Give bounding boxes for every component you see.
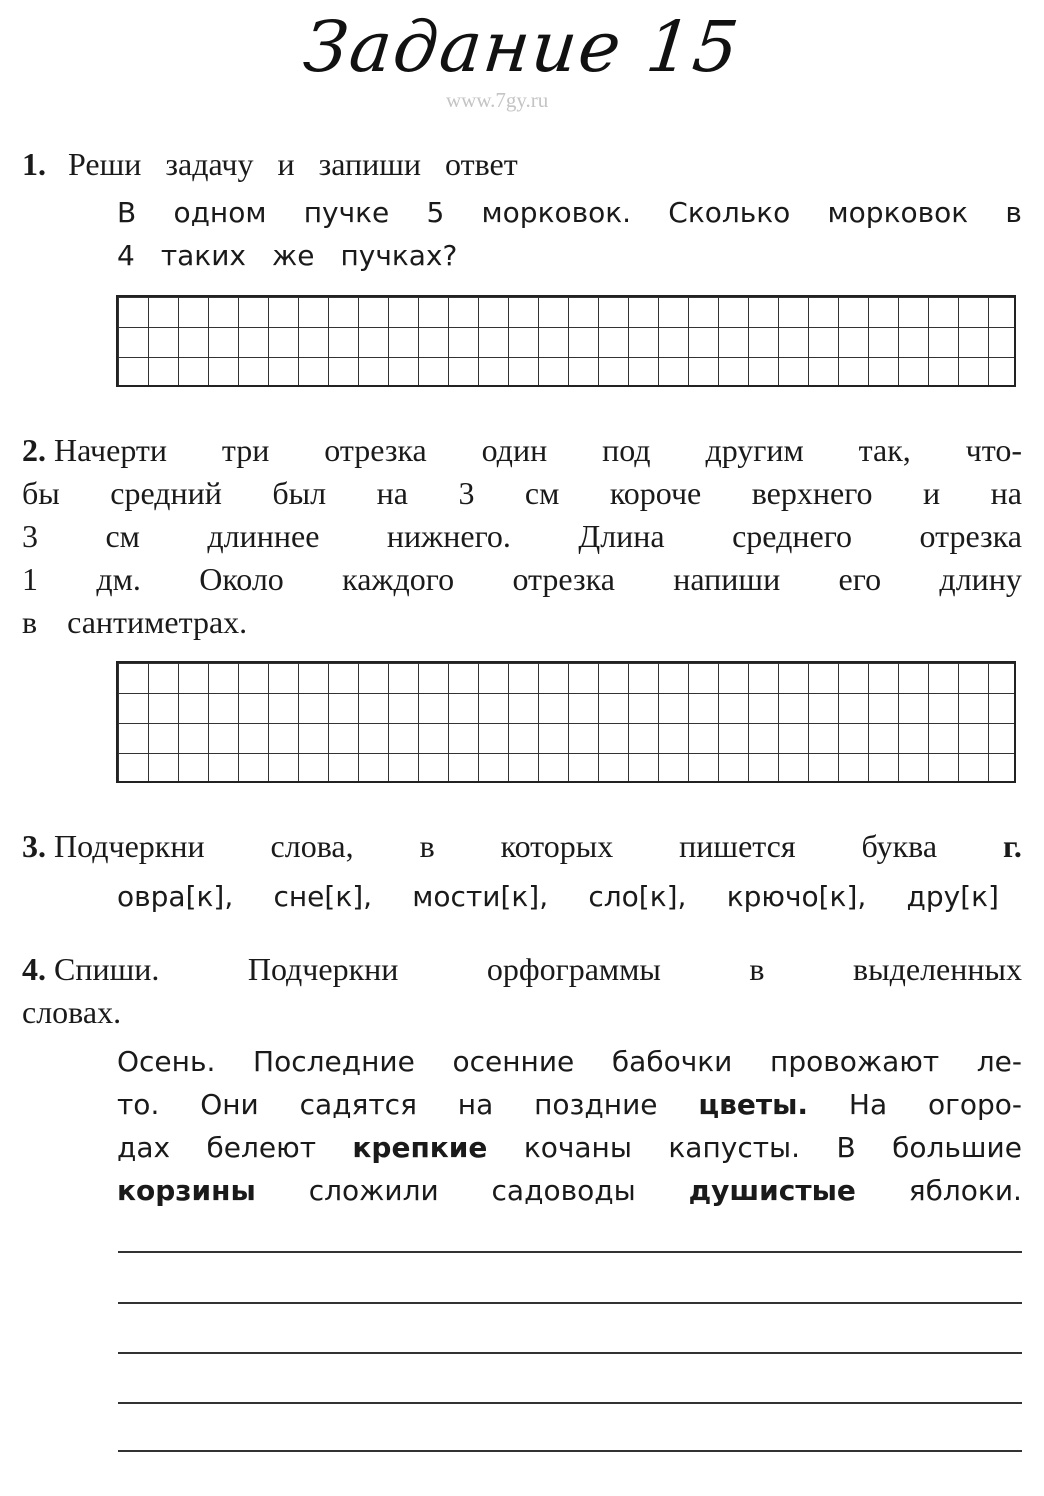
word: Подчеркни — [247, 951, 399, 987]
word: Реши — [68, 146, 142, 182]
text-line — [117, 1169, 1022, 1212]
task-2 — [22, 429, 1022, 644]
word: дах — [117, 1131, 171, 1164]
word: напиши — [673, 561, 781, 597]
text-line — [22, 472, 1022, 515]
word: которых — [500, 828, 614, 864]
page-title: Задание 15 — [299, 6, 744, 88]
word: задачу — [165, 146, 254, 182]
task-1 — [22, 143, 1022, 186]
task-3-heading — [22, 825, 1022, 868]
answer-grid-2[interactable] — [116, 661, 1016, 783]
word: пучках? — [340, 239, 458, 272]
bold-word: душистые — [688, 1174, 856, 1207]
task-number: 1. — [22, 146, 46, 182]
word: дм. — [96, 561, 141, 597]
word: Сколько — [668, 196, 791, 229]
word: отрезка — [324, 432, 427, 468]
word: бы — [22, 475, 60, 511]
text-line — [117, 234, 1022, 277]
word: на — [457, 1088, 494, 1121]
word: был — [272, 475, 327, 511]
word: длину — [939, 561, 1022, 597]
word: таких — [160, 239, 246, 272]
word: В — [117, 196, 137, 229]
word: короче — [609, 475, 702, 511]
task-3-words — [117, 875, 999, 918]
word: 5 — [426, 196, 445, 229]
word-option[interactable]: дру[к] — [906, 880, 999, 913]
word: в — [1005, 196, 1022, 229]
word: другим — [705, 432, 804, 468]
writing-line[interactable] — [118, 1302, 1022, 1304]
bold-word: корзины — [117, 1174, 256, 1207]
word: слова, — [270, 828, 354, 864]
word-option[interactable]: мости[к], — [412, 880, 549, 913]
text-line — [22, 515, 1022, 558]
word: яблоки. — [908, 1174, 1022, 1207]
word: сантиметрах. — [67, 604, 248, 640]
word: садятся — [299, 1088, 417, 1121]
word: так, — [858, 432, 911, 468]
text-line — [117, 1040, 1022, 1083]
word: словах. — [22, 994, 122, 1030]
word: один — [481, 432, 548, 468]
word: 1 — [22, 561, 38, 597]
word: в — [749, 951, 765, 987]
text-line — [22, 601, 1022, 644]
word: же — [271, 239, 315, 272]
word: Длина — [578, 518, 665, 554]
word: ответ — [445, 146, 518, 182]
word-option[interactable]: сне[к], — [273, 880, 373, 913]
watermark: www.7gy.ru — [446, 88, 549, 112]
word-option[interactable]: овра[к], — [117, 880, 234, 913]
word: то. — [117, 1088, 160, 1121]
word: бабочки — [611, 1045, 733, 1078]
word: Подчеркни — [54, 828, 205, 864]
word: нижнего. — [386, 518, 511, 554]
task-number: 3. — [22, 828, 46, 864]
text-line — [117, 191, 1022, 234]
word: выделенных — [852, 951, 1022, 987]
task-number: 2. — [22, 432, 46, 468]
bold-word: крепкие — [352, 1131, 488, 1164]
word: ле- — [976, 1045, 1022, 1078]
word: пучке — [303, 196, 390, 229]
word: в — [22, 604, 38, 640]
text-line — [22, 429, 1022, 472]
word: и — [277, 146, 295, 182]
word: буква — [861, 828, 938, 864]
word: каждого — [342, 561, 455, 597]
word: длиннее — [207, 518, 320, 554]
word: Осень. — [117, 1045, 216, 1078]
word-option[interactable]: крючо[к], — [726, 880, 867, 913]
word: одном — [173, 196, 267, 229]
word: осенние — [452, 1045, 575, 1078]
word: Начерти — [54, 432, 168, 468]
word: провожают — [770, 1045, 940, 1078]
letter-g: г. — [1003, 828, 1022, 864]
word: его — [838, 561, 882, 597]
word: капусты. — [668, 1131, 801, 1164]
word: три — [221, 432, 270, 468]
writing-line[interactable] — [118, 1352, 1022, 1354]
word: на — [376, 475, 408, 511]
word: Они — [200, 1088, 259, 1121]
task-1-text — [117, 191, 1022, 277]
task-number: 4. — [22, 951, 46, 987]
word-option[interactable]: сло[к], — [588, 880, 687, 913]
word: под — [602, 432, 651, 468]
task-4-heading-cont — [22, 991, 1022, 1034]
word: огоро- — [927, 1088, 1022, 1121]
text-line — [117, 1083, 1022, 1126]
word: поздние — [534, 1088, 658, 1121]
word: 3 — [458, 475, 475, 511]
word: На — [848, 1088, 888, 1121]
word: отрезка — [919, 518, 1022, 554]
text-line — [22, 558, 1022, 601]
word: Спиши. — [54, 951, 160, 987]
word: Последние — [253, 1045, 415, 1078]
bold-word: цветы. — [698, 1088, 809, 1121]
word: белеют — [206, 1131, 316, 1164]
writing-line[interactable] — [118, 1402, 1022, 1404]
word: см — [105, 518, 140, 554]
word: отрезка — [512, 561, 615, 597]
task-4-text — [117, 1040, 1022, 1212]
word: садоводы — [491, 1174, 636, 1207]
word: морковок — [827, 196, 969, 229]
word: верхнего — [751, 475, 873, 511]
word: орфограммы — [486, 951, 661, 987]
writing-line[interactable] — [118, 1251, 1022, 1253]
word: 3 — [22, 518, 38, 554]
word: В — [836, 1131, 856, 1164]
task-1-heading — [22, 143, 1022, 186]
word-list — [117, 875, 999, 918]
word: морковок. — [481, 196, 632, 229]
writing-line[interactable] — [118, 1450, 1022, 1452]
task-3 — [22, 825, 1022, 868]
word: и — [923, 475, 941, 511]
word: в — [419, 828, 435, 864]
word: кочаны — [523, 1131, 632, 1164]
task-4 — [22, 948, 1022, 1034]
text-line — [117, 1126, 1022, 1169]
word: среднего — [732, 518, 853, 554]
word: см — [524, 475, 560, 511]
word: пишется — [679, 828, 796, 864]
word: запиши — [318, 146, 422, 182]
answer-grid-1[interactable] — [116, 295, 1016, 387]
word: Около — [199, 561, 284, 597]
word: большие — [892, 1131, 1022, 1164]
word: на — [990, 475, 1022, 511]
word: 4 — [117, 239, 135, 272]
word: средний — [110, 475, 222, 511]
word: сложили — [308, 1174, 439, 1207]
task-4-heading — [22, 948, 1022, 991]
word: что- — [965, 432, 1022, 468]
